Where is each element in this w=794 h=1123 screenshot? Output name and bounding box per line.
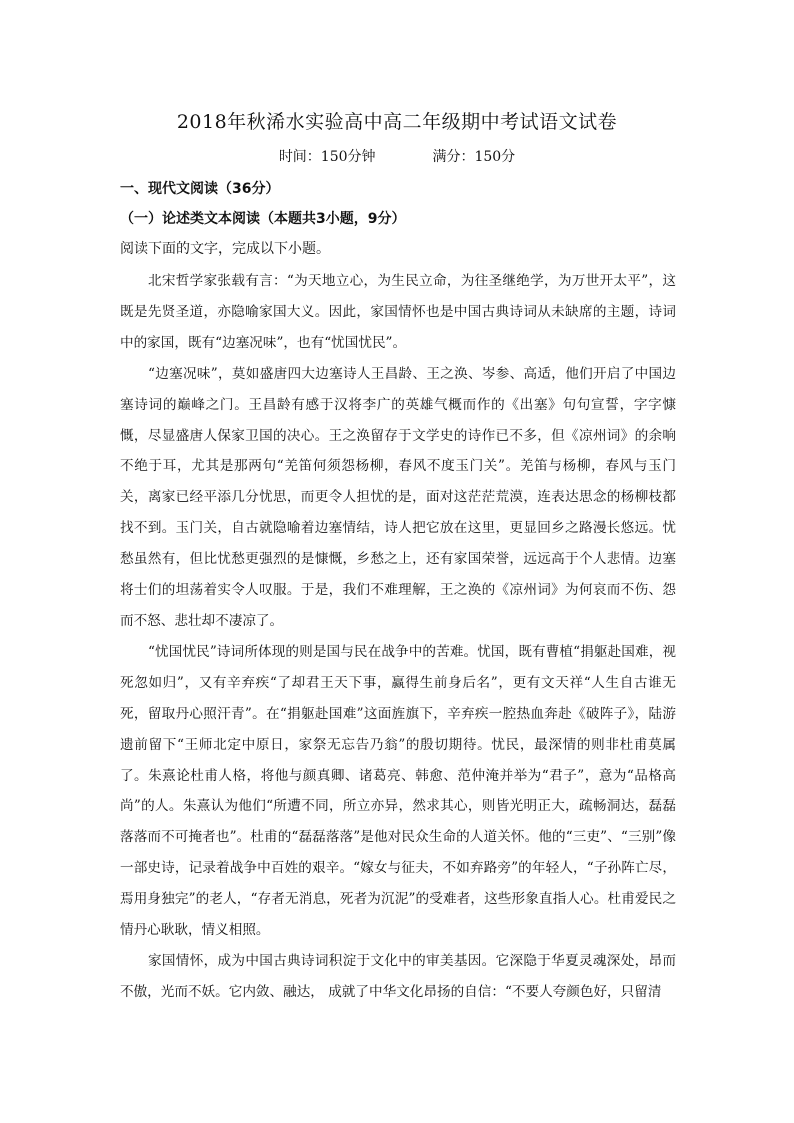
exam-time: 时间：150分钟 — [278, 149, 376, 165]
passage-paragraph: 家国情怀，成为中国古典诗词积淀于文化中的审美基因。它深隐于华夏灵魂深处，昂而不傲，光而不妖。它内敛、融达， 成就了中华文化昂扬的自信：“不要人夸颜色好，只留清 — [120, 952, 676, 1000]
subsection-heading: （一）论述类文本阅读（本题共3小题，9分） — [120, 211, 406, 227]
passage-paragraph: “忧国忧民”诗词所体现的则是国与民在战争中的苦难。忧国，既有曹植“捐躯赴国难，视死忽如归”，又有辛弃疾“了却君王天下事，赢得生前身后名”，更有文天祥“人生自古谁无死，留取丹心照汗青”。在“捐躯赴国难”这面旌旗下，辛弃疾一腔热血奔赴《破阵子》，陆游遗前留下“王师北定中原日，家祭无忘告乃翁”的殷切期待。忧民，最深情的则非杜甫莫属了。朱熹论杜甫人格，将他与颜真卿、诸葛亮、韩愈、范仲淹并举为“君子”，意为“品格高尚”的人。朱熹认为他们“所遭不同，所立亦异，然求其心，则皆光明正大，疏畅洞达，磊磊落落而不可掩者也”。杜甫的“磊磊落落”是他对民众生命的人道关怀。他的“三吏”、“三别”像一部史诗，记录着战争中百姓的艰辛。“嫁女与征夫，不如弃路旁”的年轻人，“子孙阵亡尽，焉用身独完”的老人，“存者无消息，死者为沉泥”的受难者，这些形象直指人心。杜甫爱民之情丹心耿耿，情义相照。 — [120, 643, 676, 939]
reading-passage — [120, 266, 676, 1008]
passage-paragraph: 北宋哲学家张载有言：“为天地立心，为生民立命，为往圣继绝学，为万世开太平”，这既是先贤圣道，亦隐喻家国大义。因此，家国情怀也是中国古典诗词从未缺席的主题，诗词中的家国，既有“边塞况味”，也有“忧国忧民”。 — [120, 273, 676, 351]
exam-meta — [0, 146, 794, 166]
section-heading: 一、现代文阅读（36分） — [120, 181, 280, 197]
exam-title: 2018年秋浠水实验高中高二年级期中考试语文试卷 — [176, 111, 618, 133]
reading-instruction: 阅读下面的文字，完成以下小题。 — [120, 241, 330, 257]
exam-score: 满分：150分 — [432, 149, 516, 165]
passage-paragraph: “边塞况味”，莫如盛唐四大边塞诗人王昌龄、王之涣、岑参、高适，他们开启了中国边塞诗词的巅峰之门。王昌龄有感于汉将李广的英雄气概而作的《出塞》句句宣誓，字字慷慨，尽显盛唐人保家卫国的决心。王之涣留存于文学史的诗作已不多，但《凉州词》的余响不绝于耳，尤其是那两句“羌笛何须怨杨柳，春风不度玉门关”。羌笛与杨柳，春风与玉门关，离家已经平添几分忧思，而更令人担忧的是，面对这茫茫荒漠，连表达思念的杨柳枝都找不到。玉门关，自古就隐喻着边塞情结，诗人把它放在这里，更显回乡之路漫长悠远。忧愁虽然有，但比忧愁更强烈的是慷慨，乡愁之上，还有家国荣誉，远远高于个人悲情。边塞将士们的坦荡着实令人叹服。于是，我们不难理解，王之涣的《凉州词》为何哀而不伤、怨而不怒、悲壮却不凄凉了。 — [120, 365, 676, 629]
